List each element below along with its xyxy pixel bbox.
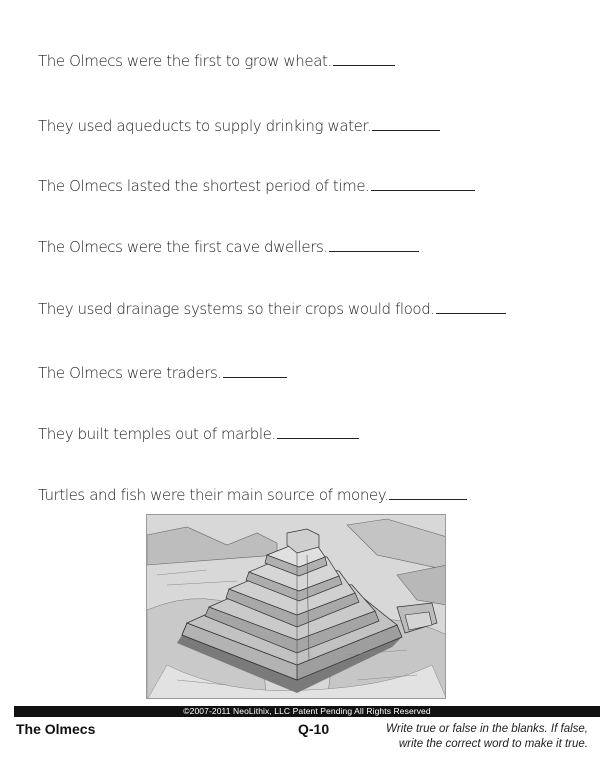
instructions-line-2: write the correct word to make it true. — [398, 738, 588, 750]
answer-blank[interactable] — [223, 376, 287, 378]
answer-blank[interactable] — [372, 129, 440, 131]
statement-text: The Olmecs lasted the shortest period of time. — [38, 177, 370, 195]
copyright-text: ©2007-2011 NeoLithix, LLC Patent Pending All Rights Reserved — [183, 706, 431, 716]
worksheet-code: Q-10 — [298, 721, 330, 737]
answer-blank[interactable] — [329, 250, 419, 252]
answer-blank[interactable] — [389, 498, 467, 500]
statement-text: Turtles and fish were their main source of money. — [38, 486, 389, 504]
answer-blank[interactable] — [277, 437, 359, 439]
answer-blank[interactable] — [436, 312, 506, 314]
statement-3 — [38, 177, 475, 195]
statement-text: The Olmecs were the first cave dwellers. — [38, 238, 328, 256]
instructions-line-1: Write true or false in the blanks. If false, — [386, 723, 588, 735]
statement-5 — [38, 300, 506, 318]
statement-6 — [38, 364, 287, 382]
statement-text: They used drainage systems so their crops would flood. — [38, 300, 435, 318]
statement-2 — [38, 117, 440, 135]
worksheet-instructions — [348, 722, 588, 752]
statement-text: They built temples out of marble. — [38, 425, 276, 443]
statement-1 — [38, 52, 395, 70]
pyramid-illustration — [146, 514, 446, 699]
answer-blank[interactable] — [333, 64, 395, 66]
statement-text: They used aqueducts to supply drinking water. — [38, 117, 372, 135]
statement-7 — [38, 425, 359, 443]
answer-blank[interactable] — [371, 189, 475, 191]
copyright-bar — [14, 706, 600, 717]
statement-4 — [38, 238, 419, 256]
statement-text: The Olmecs were the first to grow wheat. — [38, 52, 332, 70]
statement-8 — [38, 486, 467, 504]
statement-text: The Olmecs were traders. — [38, 364, 222, 382]
worksheet-title: The Olmecs — [16, 721, 96, 737]
